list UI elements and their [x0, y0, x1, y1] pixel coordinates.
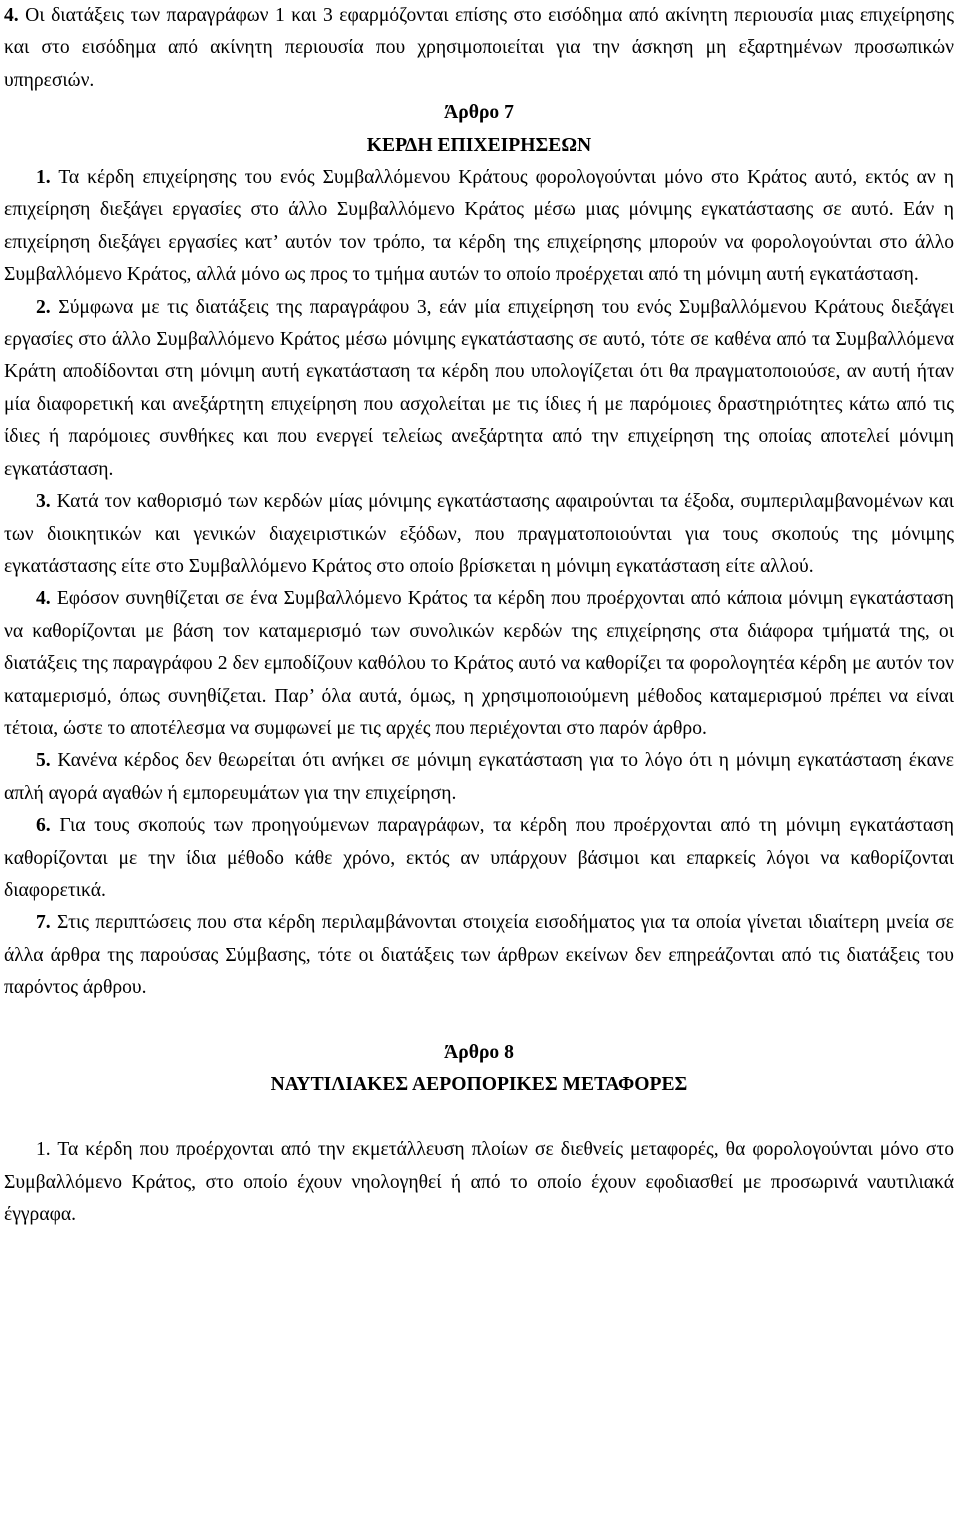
paragraph-text: Στις περιπτώσεις που στα κέρδη περιλαμβάνονται στοιχεία εισοδήματος για τα οποία γίνεται ιδιαίτερη μνεία σε άλλα άρθρα της παρούσας Σύμβασης, τότε οι διατάξεις των άρθρων εκείνων δεν επηρεάζονται από τις διατάξεις του παρόντος άρθρου.	[4, 912, 954, 999]
paragraph-text: Κανένα κέρδος δεν θεωρείται ότι ανήκει σε μόνιμη εγκατάσταση για το λόγο ότι η μόνιμη εγκατάσταση έκανε απλή αγορά αγαθών ή εμπορευμάτων για την επιχείρηση.	[4, 750, 954, 804]
article-7-paragraph-3	[4, 486, 954, 583]
paragraph-text: Για τους σκοπούς των προηγούμενων παραγράφων, τα κέρδη που προέρχονται από τη μόνιμη εγκατάσταση καθορίζονται με την ίδια μέθοδο κάθε χρόνο, εκτός αν υπάρχουν βάσιμοι και επαρκείς λόγοι να καθορίζονται διαφορετικά.	[4, 815, 954, 901]
section-spacer	[4, 1102, 954, 1134]
paragraph-number: 5.	[36, 750, 51, 772]
paragraph-number: 1.	[36, 1139, 51, 1161]
paragraph-number: 4.	[36, 588, 51, 610]
paragraph-text: Τα κέρδη επιχείρησης του ενός Συμβαλλόμενου Κράτους φορολογούνται μόνο στο Κράτος αυτό, εκτός αν η επιχείρηση διεξάγει εργασίες στο άλλο Συμβαλλόμενο Κράτος μέσω μιας μόνιμης εγκατάστασης σε αυτό. Εάν η επιχείρηση διεξάγει εργασίες κατ’ αυτόν τον τρόπο, τα κέρδη της επιχείρησης μπορούν να φορολογούνται στο άλλο Συμβαλλόμενο Κράτος, αλλά μόνο ως προς το τμήμα αυτών το οποίο προέρχεται από τη μόνιμη αυτή εγκατάσταση.	[4, 167, 954, 286]
article-7-paragraph-2	[4, 292, 954, 486]
article-7-paragraph-5	[4, 745, 954, 810]
paragraph-number: 3.	[36, 491, 51, 513]
paragraph-text: Εφόσον συνηθίζεται σε ένα Συμβαλλόμενο Κράτος τα κέρδη που προέρχονται από κάποια μόνιμη εγκατάσταση να καθορίζονται με βάση τον καταμερισμό των συνολικών κερδών της επιχείρησης στα διάφορα τμήματά της, οι διατάξεις της παραγράφου 2 δεν εμποδίζουν καθόλου το Κράτος αυτό να καθορίζει τα φορολογητέα κέρδη με αυτόν τον καταμερισμό, όπως συνηθίζεται. Παρ’ όλα αυτά, όμως, η χρησιμοποιούμενη μέθοδος καταμερισμού πρέπει να είναι τέτοια, ώστε το αποτέλεσμα να συμφωνεί με τις αρχές που περιέχονται στο παρόν άρθρο.	[4, 588, 954, 739]
article-8-paragraph-1	[4, 1134, 954, 1231]
paragraph-number: 1.	[36, 167, 51, 189]
paragraph-number: 4.	[4, 5, 19, 26]
article-8-subtitle: ΝΑΥΤΙΛΙΑΚΕΣ ΑΕΡΟΠΟΡΙΚΕΣ ΜΕΤΑΦΟΡΕΣ	[270, 1074, 688, 1096]
paragraph-number: 7.	[36, 912, 51, 934]
article-8-title: Άρθρο 8	[444, 1041, 514, 1063]
article-7-title: Άρθρο 7	[444, 102, 514, 124]
paragraph-text: Κατά τον καθορισμό των κερδών μίας μόνιμης εγκατάστασης αφαιρούνται τα έξοδα, συμπεριλαμβανομένων και των διοικητικών και γενικών διαχειριστικών εξόδων, που πραγματοποιούνται για τους σκοπούς της μόνιμης εγκατάστασης είτε στο Συμβαλλόμενο Κράτος στο οποίο βρίσκεται η μόνιμη εγκατάσταση είτε αλλού.	[4, 491, 954, 577]
paragraph-number: 2.	[36, 296, 51, 318]
paragraph-text: Τα κέρδη που προέρχονται από την εκμετάλλευση πλοίων σε διεθνείς μεταφορές, θα φορολογούνται μόνο στο Συμβαλλόμενο Κράτος, στο οποίο έχουν νηολογηθεί ή από το οποίο έχουν εφοδιασθεί με προσωρινά ναυτιλιακά έγγραφα.	[4, 1139, 954, 1225]
article-7-paragraph-6	[4, 810, 954, 907]
intro-paragraph	[4, 0, 954, 97]
paragraph-text: Οι διατάξεις των παραγράφων 1 και 3 εφαρμόζονται επίσης στο εισόδημα από ακίνητη περιουσία μιας επιχείρησης και στο εισόδημα από ακίνητη περιουσία που χρησιμοποιείται για την άσκηση μη εξαρτημένων προσωπικών υπηρεσιών.	[4, 5, 954, 91]
document-page	[4, 0, 954, 1231]
article-7-subtitle: ΚΕΡΔΗ ΕΠΙΧΕΙΡΗΣΕΩΝ	[366, 134, 592, 156]
article-7-paragraph-4	[4, 583, 954, 745]
paragraph-text: Σύμφωνα με τις διατάξεις της παραγράφου 3, εάν μία επιχείρηση του ενός Συμβαλλόμενου Κράτους διεξάγει εργασίες στο άλλο Συμβαλλόμενο Κράτος μέσω μόνιμης εγκατάστασης σε αυτό, τότε σε καθένα από τα Συμβαλλόμενα Κράτη αποδίδονται στη μόνιμη αυτή εγκατάσταση τα κέρδη που υπολογίζεται ότι θα πραγματοποιούσε, αν αυτή ήταν μία διαφορετική και ανεξάρτητη επιχείρηση που ασχολείται με τις ίδιες ή με παρόμοιες δραστηριότητες κάτω από τις ίδιες ή παρόμοιες συνθήκες και που ενεργεί τελείως ανεξάρτητα από την επιχείρηση της οποίας αποτελεί μόνιμη εγκατάσταση.	[4, 296, 954, 480]
paragraph-number: 6.	[36, 815, 51, 837]
section-spacer	[4, 1005, 954, 1037]
article-7-paragraph-7	[4, 907, 954, 1004]
article-7-paragraph-1	[4, 162, 954, 292]
